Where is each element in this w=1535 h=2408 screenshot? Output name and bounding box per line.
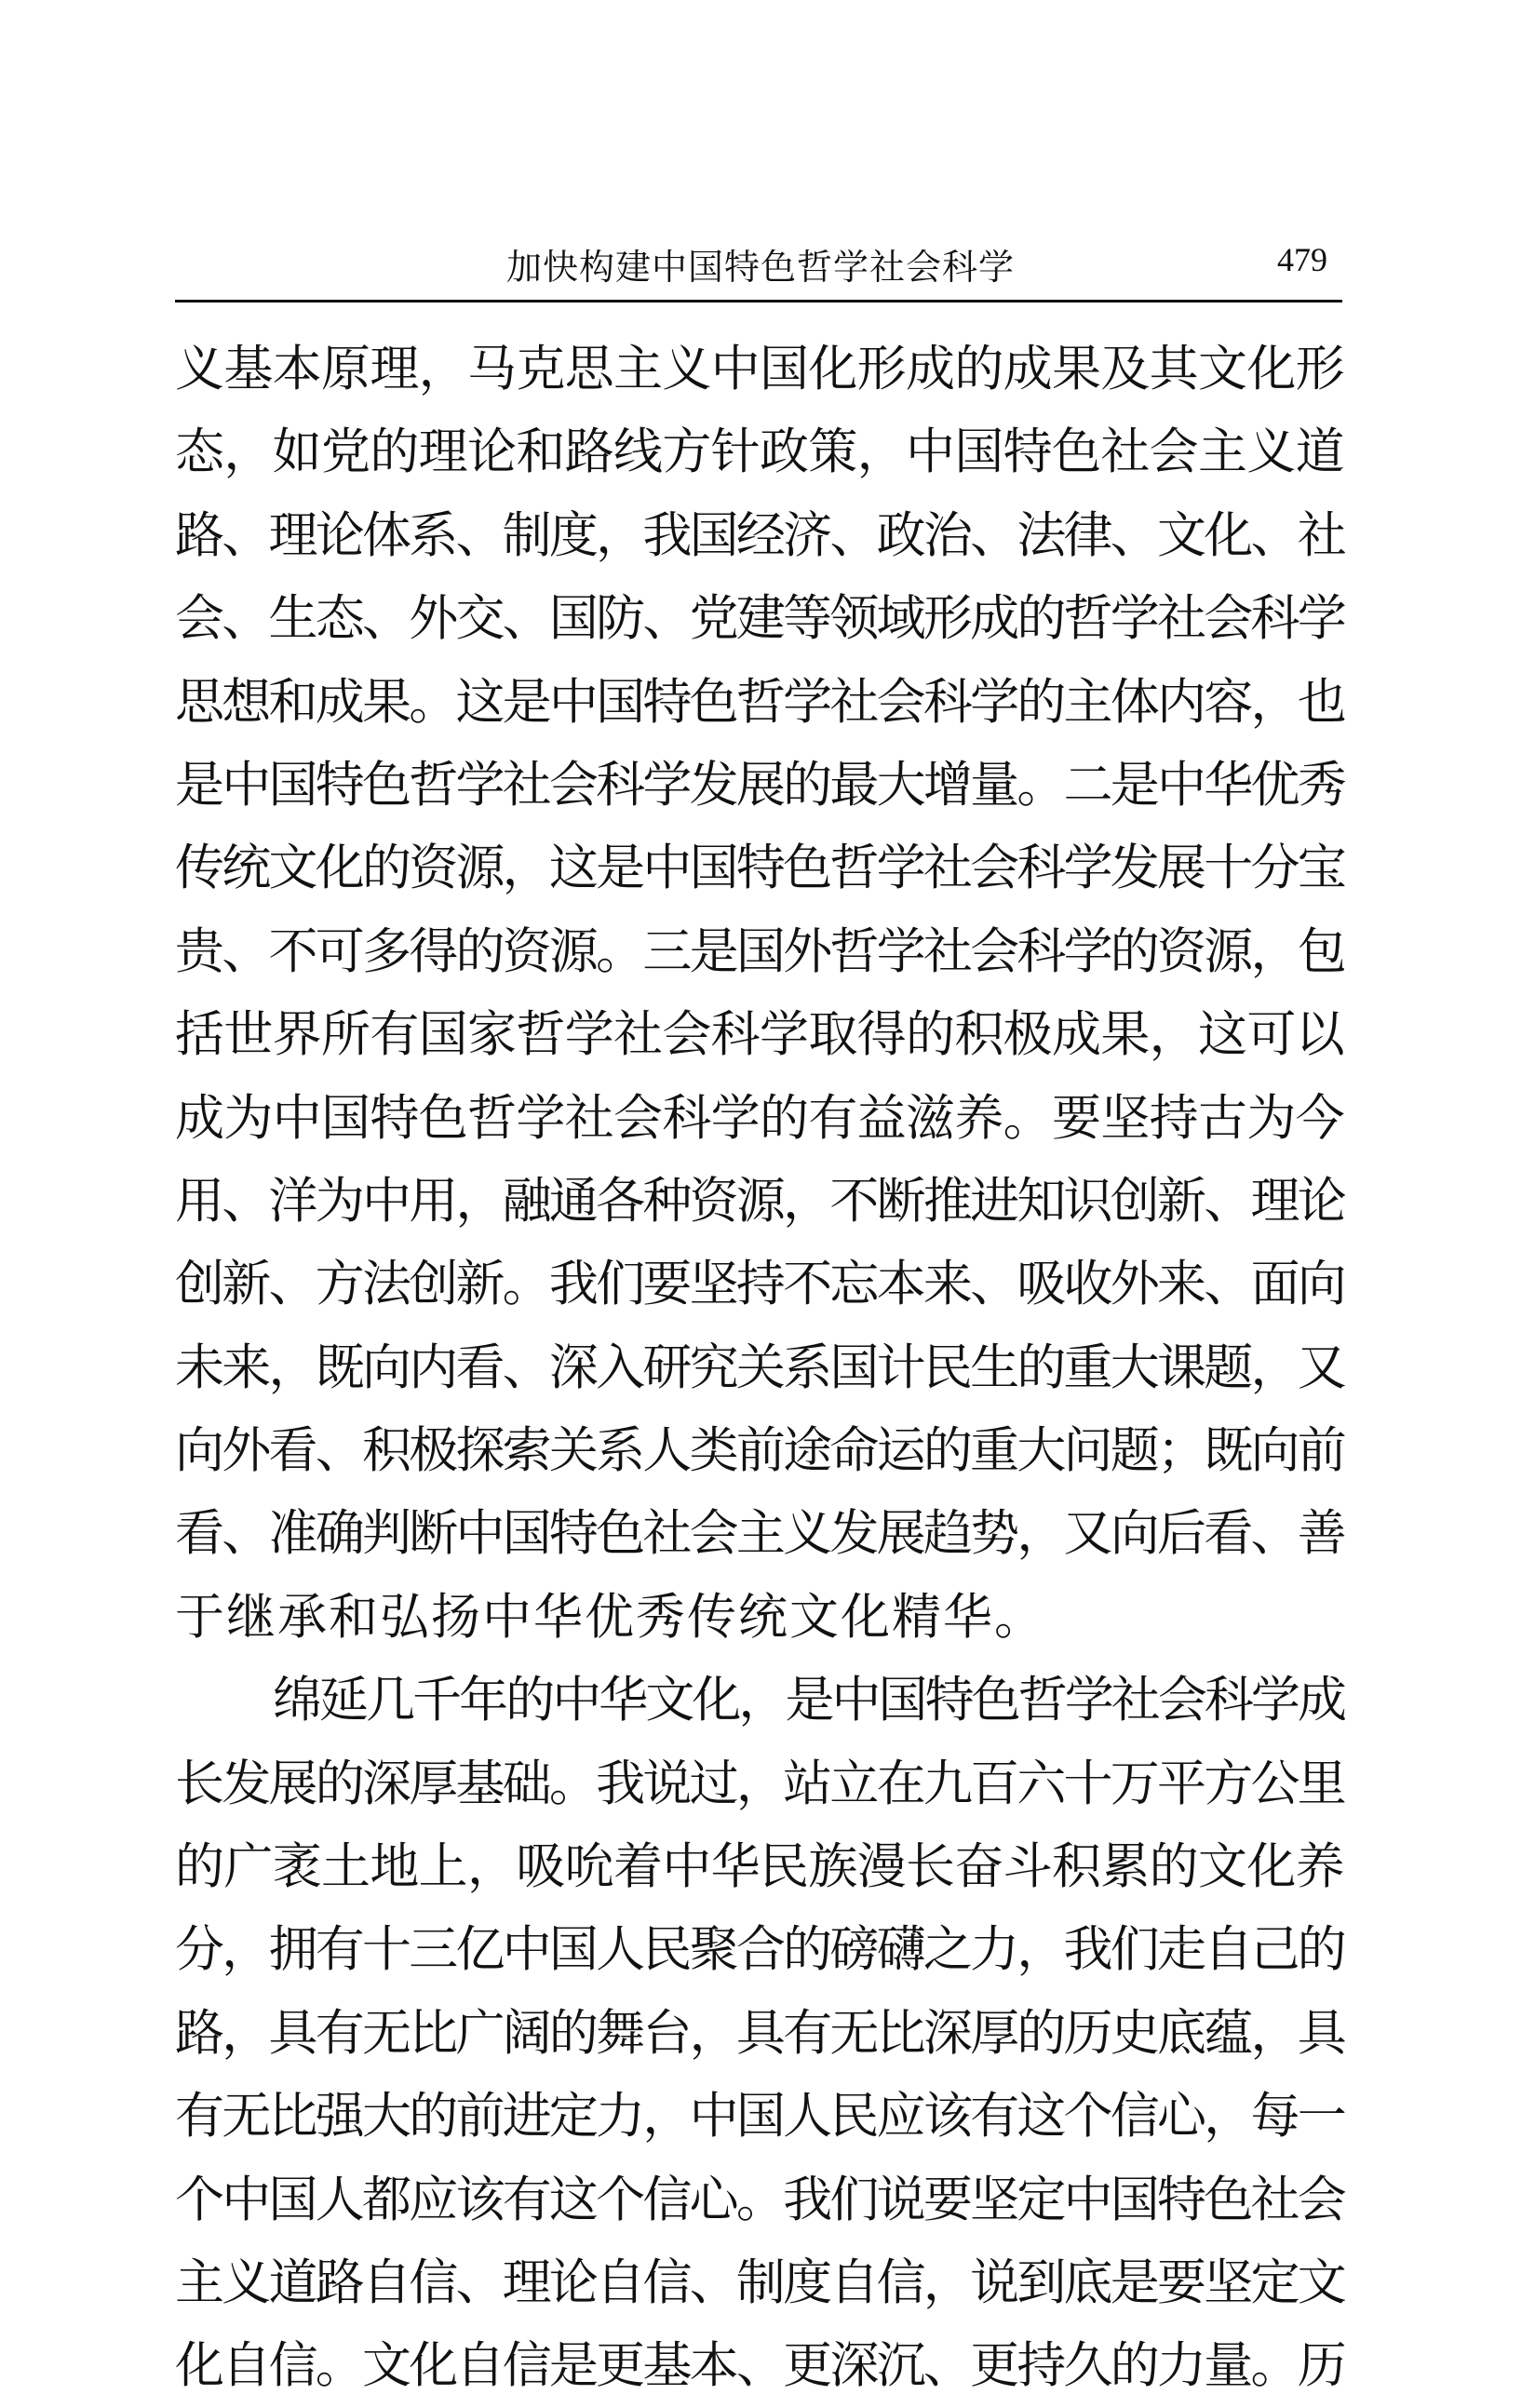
- text-line: 创新、方法创新。我们要坚持不忘本来、吸收外来、面向: [175, 1256, 1344, 1313]
- text-line: 未来，既向内看、深入研究关系国计民生的重大课题，又: [175, 1339, 1344, 1396]
- text-line: 态，如党的理论和路线方针政策，中国特色社会主义道: [175, 424, 1344, 481]
- text-line: 义基本原理，马克思主义中国化形成的成果及其文化形: [175, 341, 1344, 397]
- page-number: 479: [1277, 241, 1327, 278]
- text-line: 长发展的深厚基础。我说过，站立在九百六十万平方公里: [175, 1755, 1344, 1812]
- text-line: 思想和成果。这是中国特色哲学社会科学的主体内容，也: [175, 673, 1344, 731]
- text-line: 的广袤土地上，吸吮着中华民族漫长奋斗积累的文化养: [175, 1838, 1344, 1896]
- text-line: 用、洋为中用，融通各种资源，不断推进知识创新、理论: [175, 1172, 1344, 1230]
- text-line: 主义道路自信、理论自信、制度自信，说到底是要坚定文: [175, 2253, 1344, 2311]
- text-line: 看、准确判断中国特色社会主义发展趋势，又向后看、善: [175, 1505, 1344, 1563]
- text-line: 路、理论体系、制度，我国经济、政治、法律、文化、社: [175, 506, 1344, 564]
- running-title: 加快构建中国特色哲学社会科学: [506, 247, 1016, 288]
- text-line: 分，拥有十三亿中国人民聚合的磅礴之力，我们走自己的: [175, 1921, 1344, 1979]
- text-line: 向外看、积极探索关系人类前途命运的重大问题；既向前: [175, 1422, 1344, 1480]
- text-line: 有无比强大的前进定力，中国人民应该有这个信心，每一: [175, 2088, 1344, 2146]
- text-line: 贵、不可多得的资源。三是国外哲学社会科学的资源，包: [175, 922, 1344, 980]
- header-rule: [175, 300, 1342, 303]
- body-text: [175, 328, 1344, 2408]
- text-line: 括世界所有国家哲学社会科学取得的积极成果，这可以: [175, 1006, 1344, 1064]
- text-line: 是中国特色哲学社会科学发展的最大增量。二是中华优秀: [175, 756, 1344, 814]
- running-head: [175, 233, 1342, 300]
- text-line: 会、生态、外交、国防、党建等领域形成的哲学社会科学: [175, 590, 1344, 648]
- text-line: 传统文化的资源，这是中国特色哲学社会科学发展十分宝: [175, 840, 1344, 897]
- text-line: 于继承和弘扬中华优秀传统文化精华。: [175, 1588, 1045, 1646]
- text-line: 成为中国特色哲学社会科学的有益滋养。要坚持古为今: [175, 1089, 1344, 1147]
- text-line: 化自信。文化自信是更基本、更深沉、更持久的力量。历: [175, 2337, 1344, 2395]
- text-line: 路，具有无比广阔的舞台，具有无比深厚的历史底蕴，具: [175, 2004, 1344, 2062]
- text-line: 个中国人都应该有这个信心。我们说要坚定中国特色社会: [175, 2171, 1344, 2228]
- text-line: 绵延几千年的中华文化，是中国特色哲学社会科学成: [273, 1672, 1344, 1729]
